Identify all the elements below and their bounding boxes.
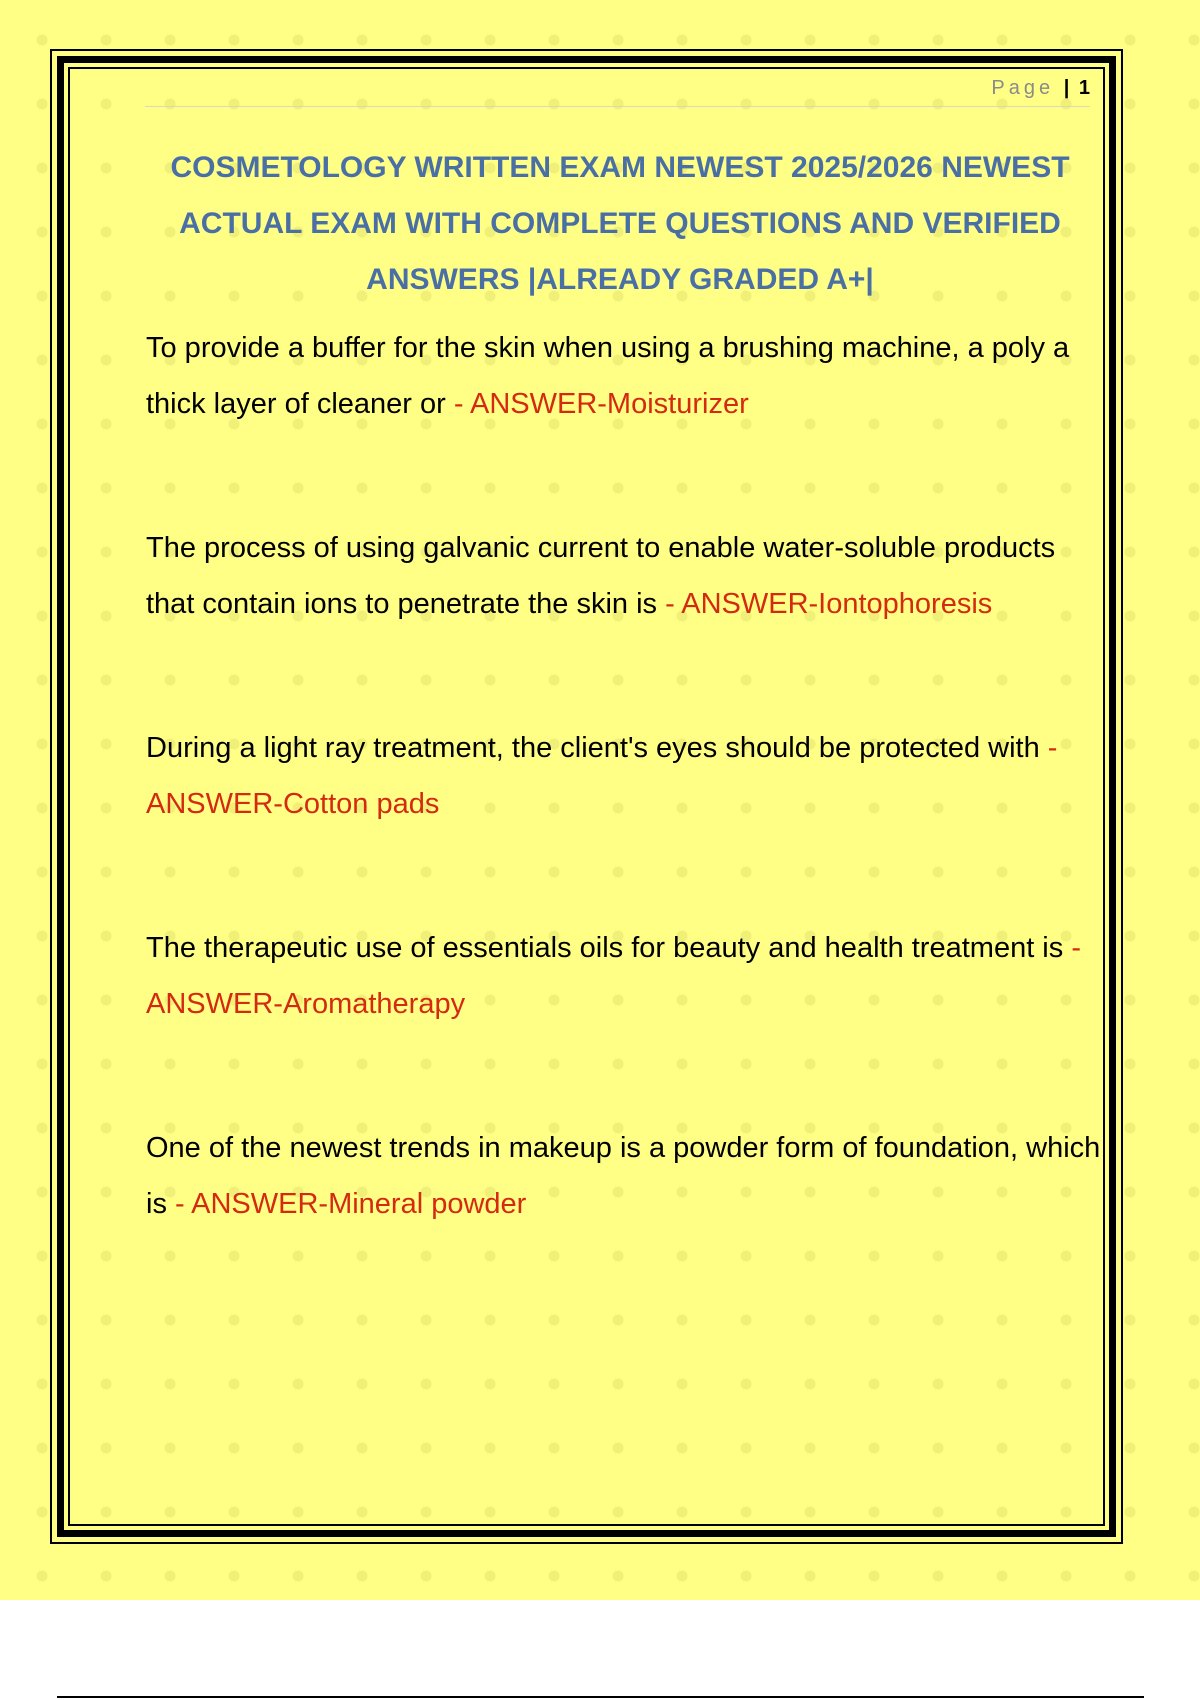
page-label: Page (991, 77, 1055, 99)
question-text: To provide a buffer for the skin when using a brushing machine, a poly a thick layer of cleaner or (146, 332, 1070, 420)
answer-text: - ANSWER-Moisturizer (453, 388, 749, 420)
document-title: COSMETOLOGY WRITTEN EXAM NEWEST 2025/2026 NEWEST ACTUAL EXAM WITH COMPLETE QUESTIONS AND VERIFIED ANSWERS |ALREADY GRADED A+| (170, 151, 1070, 296)
qa-item (146, 920, 1101, 1032)
qa-item (146, 320, 1101, 432)
question-text: The process of using galvanic current to enable water-soluble products that contain ions to penetrate the skin is (146, 532, 1056, 620)
answer-text: - ANSWER-Aromatherapy (146, 932, 1081, 1020)
qa-list (146, 320, 1101, 1320)
qa-item (146, 720, 1101, 832)
qa-item (146, 520, 1101, 632)
question-text: The therapeutic use of essentials oils for beauty and health treatment is (146, 932, 1064, 964)
answer-text: - ANSWER-Mineral powder (175, 1188, 527, 1220)
question-text: During a light ray treatment, the client's eyes should be protected with (146, 732, 1040, 764)
page-number: 1 (1078, 77, 1090, 99)
answer-text: - ANSWER-Cotton pads (146, 732, 1058, 820)
answer-text: - ANSWER-Iontophoresis (665, 588, 993, 620)
page-header (145, 74, 1090, 107)
page-separator: | (1063, 77, 1070, 99)
footer-rule (57, 1696, 1144, 1698)
qa-item (146, 1120, 1101, 1232)
question-text: One of the newest trends in makeup is a powder form of foundation, which is (146, 1132, 1101, 1220)
